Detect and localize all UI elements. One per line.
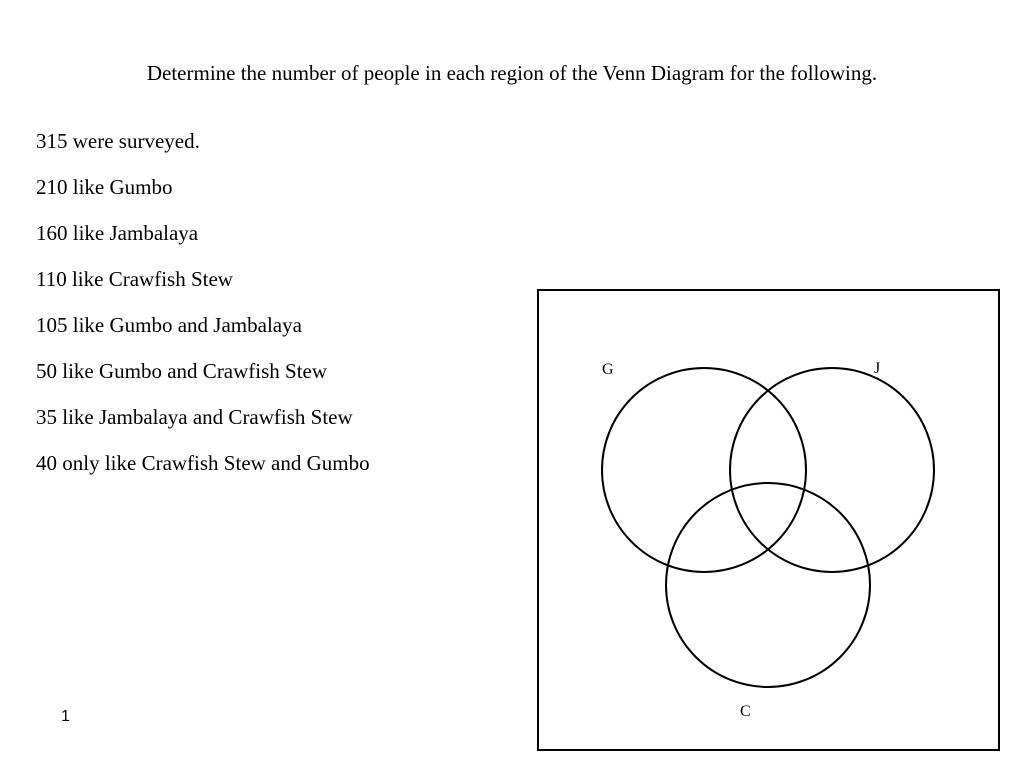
fact-surveyed: 315 were surveyed. — [36, 129, 200, 153]
circle-gumbo — [602, 368, 806, 572]
fact-only-crawfish-gumbo: 40 only like Crawfish Stew and Gumbo — [36, 451, 370, 475]
fact-gumbo: 210 like Gumbo — [36, 175, 173, 199]
page-number: 1 — [61, 708, 70, 725]
label-j: J — [874, 360, 881, 377]
circle-jambalaya — [730, 368, 934, 572]
label-g: G — [602, 361, 614, 378]
fact-crawfish-stew: 110 like Crawfish Stew — [36, 267, 233, 291]
fact-gumbo-jambalaya: 105 like Gumbo and Jambalaya — [36, 313, 302, 337]
survey-facts-list — [36, 128, 370, 496]
label-c: C — [740, 703, 751, 720]
slide-title: Determine the number of people in each region of the Venn Diagram for the following. — [146, 61, 878, 85]
circle-crawfish-stew — [666, 483, 870, 687]
fact-jambalaya-crawfish: 35 like Jambalaya and Crawfish Stew — [36, 405, 353, 429]
fact-gumbo-crawfish: 50 like Gumbo and Crawfish Stew — [36, 359, 328, 383]
venn-frame — [538, 290, 999, 750]
fact-jambalaya: 160 like Jambalaya — [36, 221, 199, 245]
venn-diagram — [537, 289, 1000, 752]
